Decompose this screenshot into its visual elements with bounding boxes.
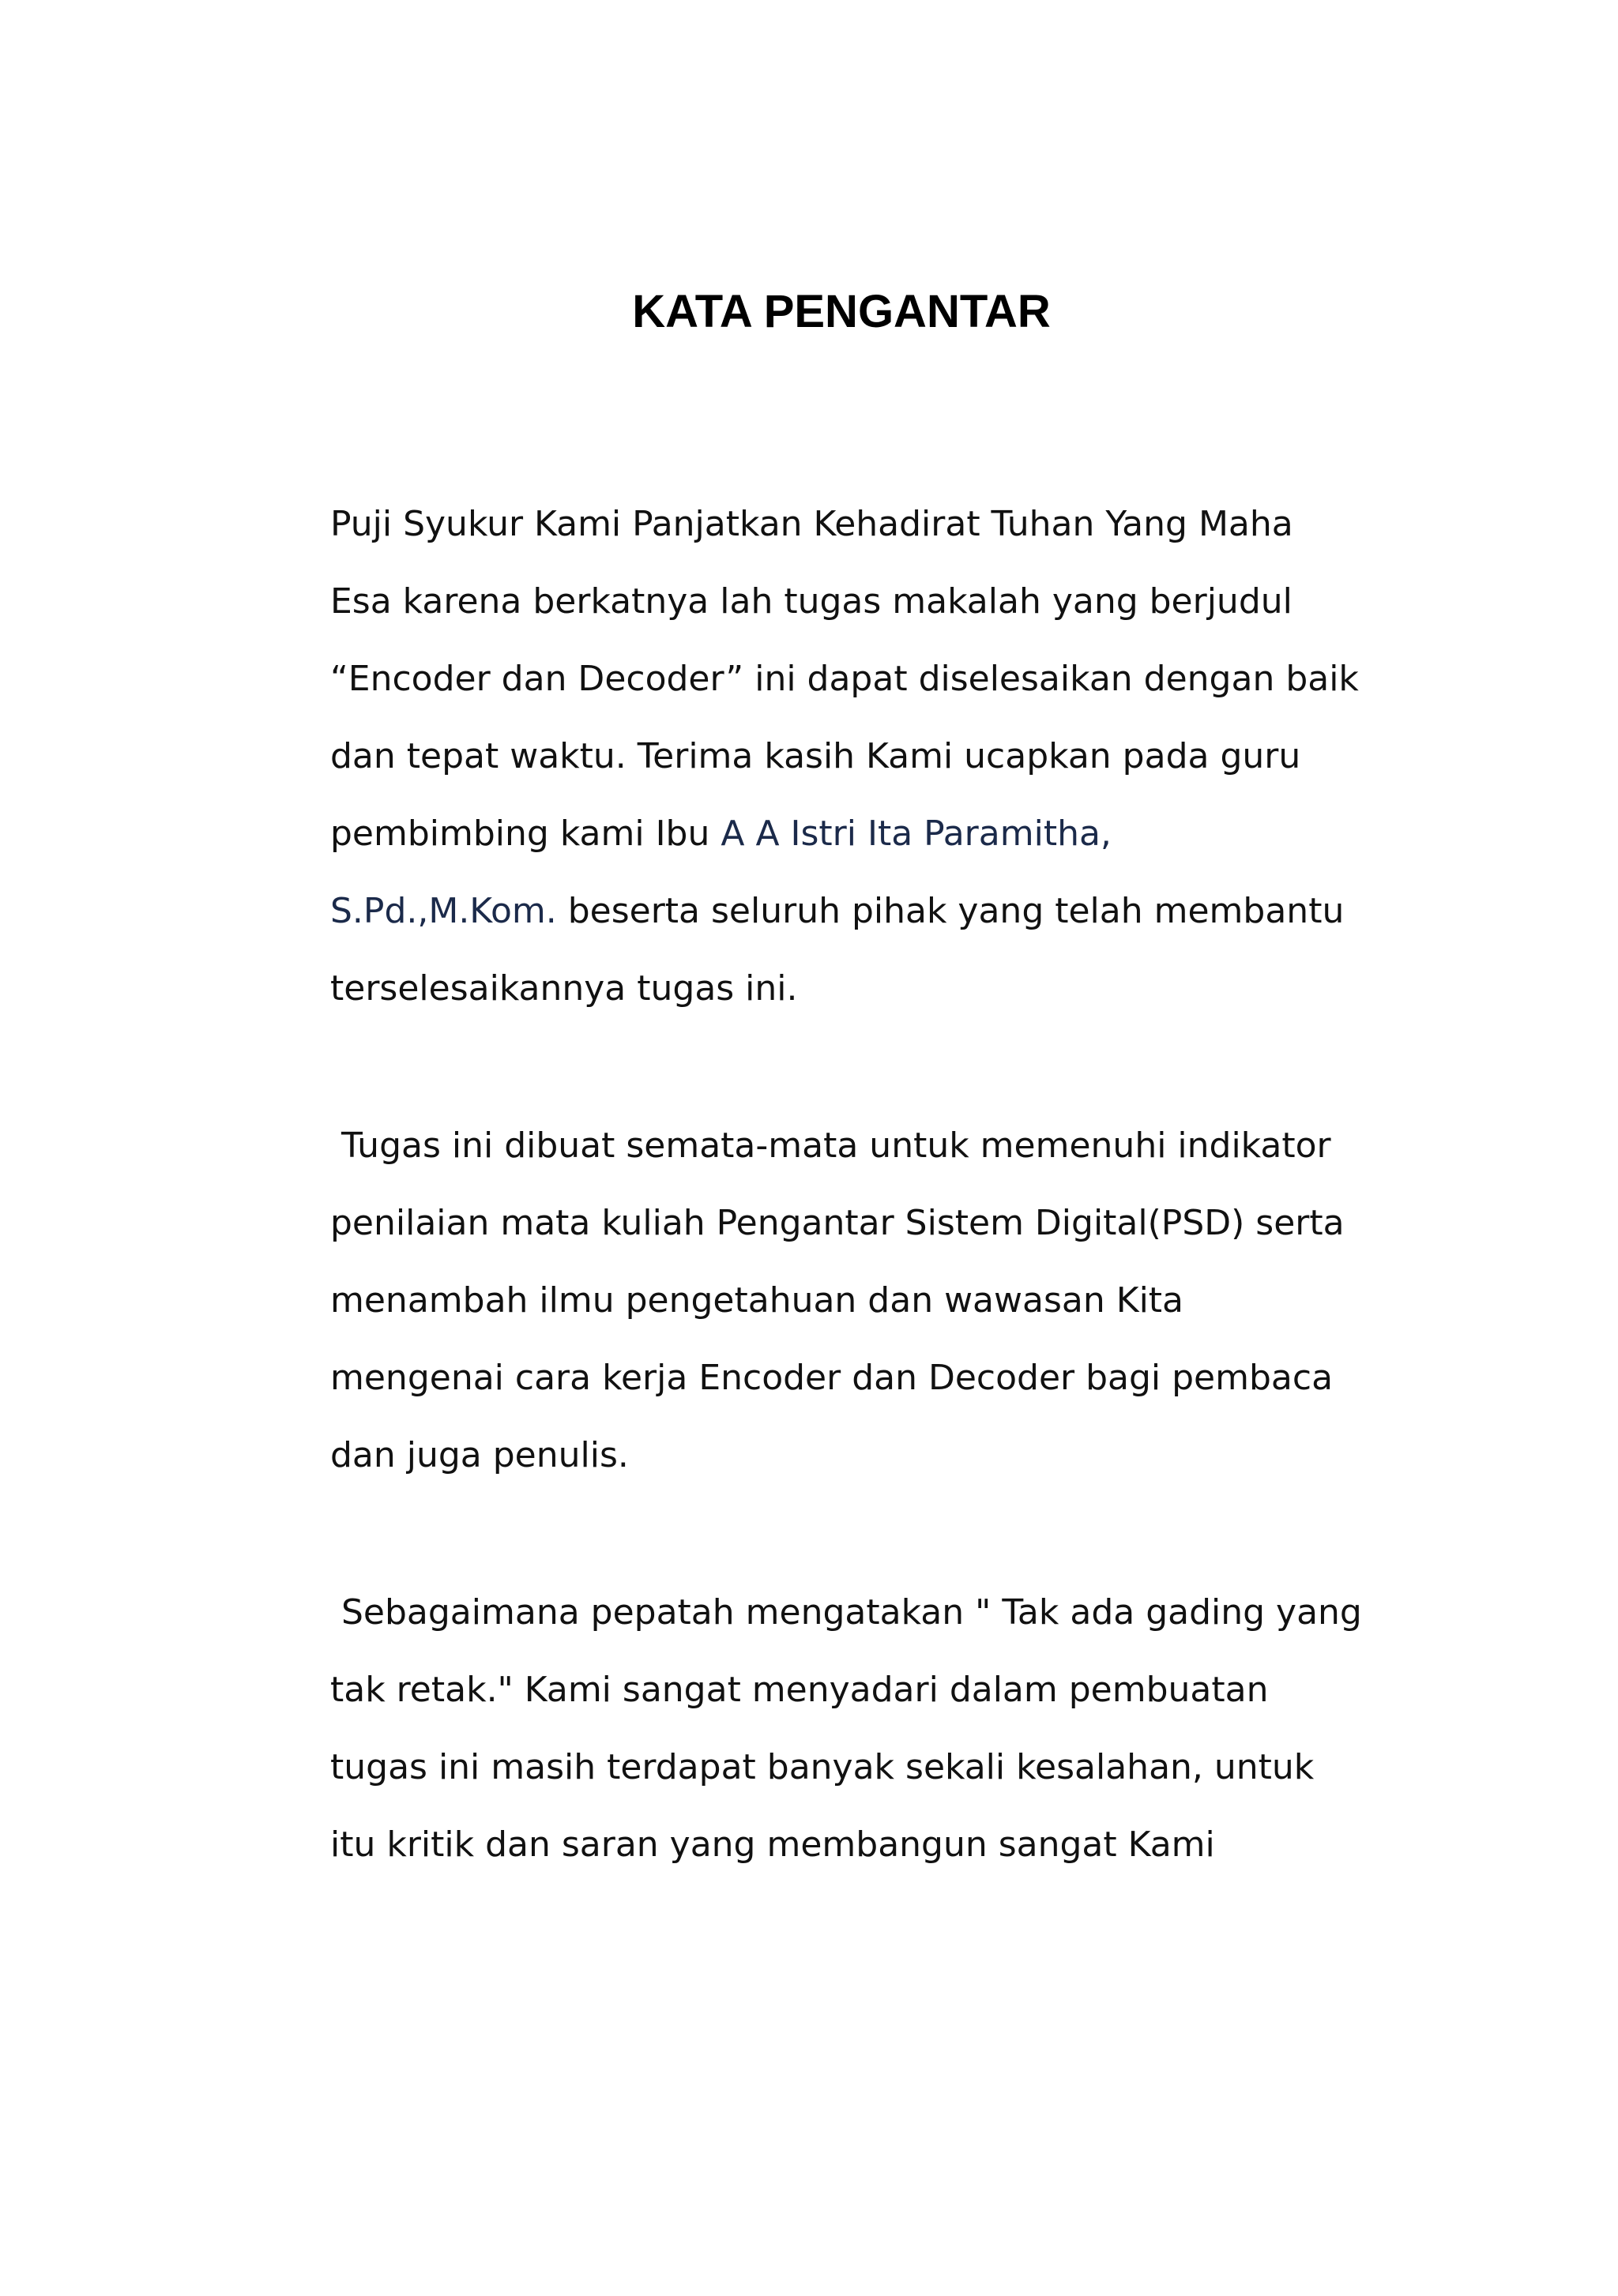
supervisor-degree: S.Pd.,M.Kom. (330, 891, 557, 931)
text-line: penilaian mata kuliah Pengantar Sistem Digital(PSD) serta (330, 1203, 1345, 1243)
paragraph-intro (330, 486, 1389, 1028)
text-line: mengenai cara kerja Encoder dan Decoder bagi pembaca (330, 1358, 1334, 1398)
text-line (330, 795, 1389, 873)
text-line: Esa karena berkatnya lah tugas makalah yang berjudul (330, 581, 1293, 622)
paragraph-purpose (330, 1107, 1389, 1494)
text-line: dan juga penulis. (330, 1435, 629, 1475)
text-line: itu kritik dan saran yang membangun sangat Kami (330, 1824, 1215, 1865)
text-line: “Encoder dan Decoder” ini dapat diselesaikan dengan baik (330, 659, 1359, 699)
text-line: terselesaikannya tugas ini. (330, 968, 798, 1009)
paragraph-closing (330, 1574, 1389, 1884)
page-title: KATA PENGANTAR (632, 286, 1051, 337)
text-line (330, 873, 1389, 950)
text-line: Puji Syukur Kami Panjatkan Kehadirat Tuhan Yang Maha (330, 504, 1293, 544)
text-segment: beserta seluruh pihak yang telah membantu (556, 891, 1345, 931)
text-line: tugas ini masih terdapat banyak sekali kesalahan, untuk (330, 1747, 1315, 1787)
supervisor-name: A A Istri Ita Paramitha, (721, 814, 1112, 854)
text-line: tak retak." Kami sangat menyadari dalam pembuatan (330, 1670, 1269, 1710)
text-line: dan tepat waktu. Terima kasih Kami ucapkan pada guru (330, 736, 1301, 776)
text-line: Sebagaimana pepatah mengatakan " Tak ada gading yang (330, 1592, 1362, 1633)
text-line: Tugas ini dibuat semata-mata untuk memenuhi indikator (330, 1125, 1331, 1166)
text-segment: pembimbing kami Ibu (330, 814, 721, 854)
text-line: menambah ilmu pengetahuan dan wawasan Kita (330, 1280, 1184, 1321)
